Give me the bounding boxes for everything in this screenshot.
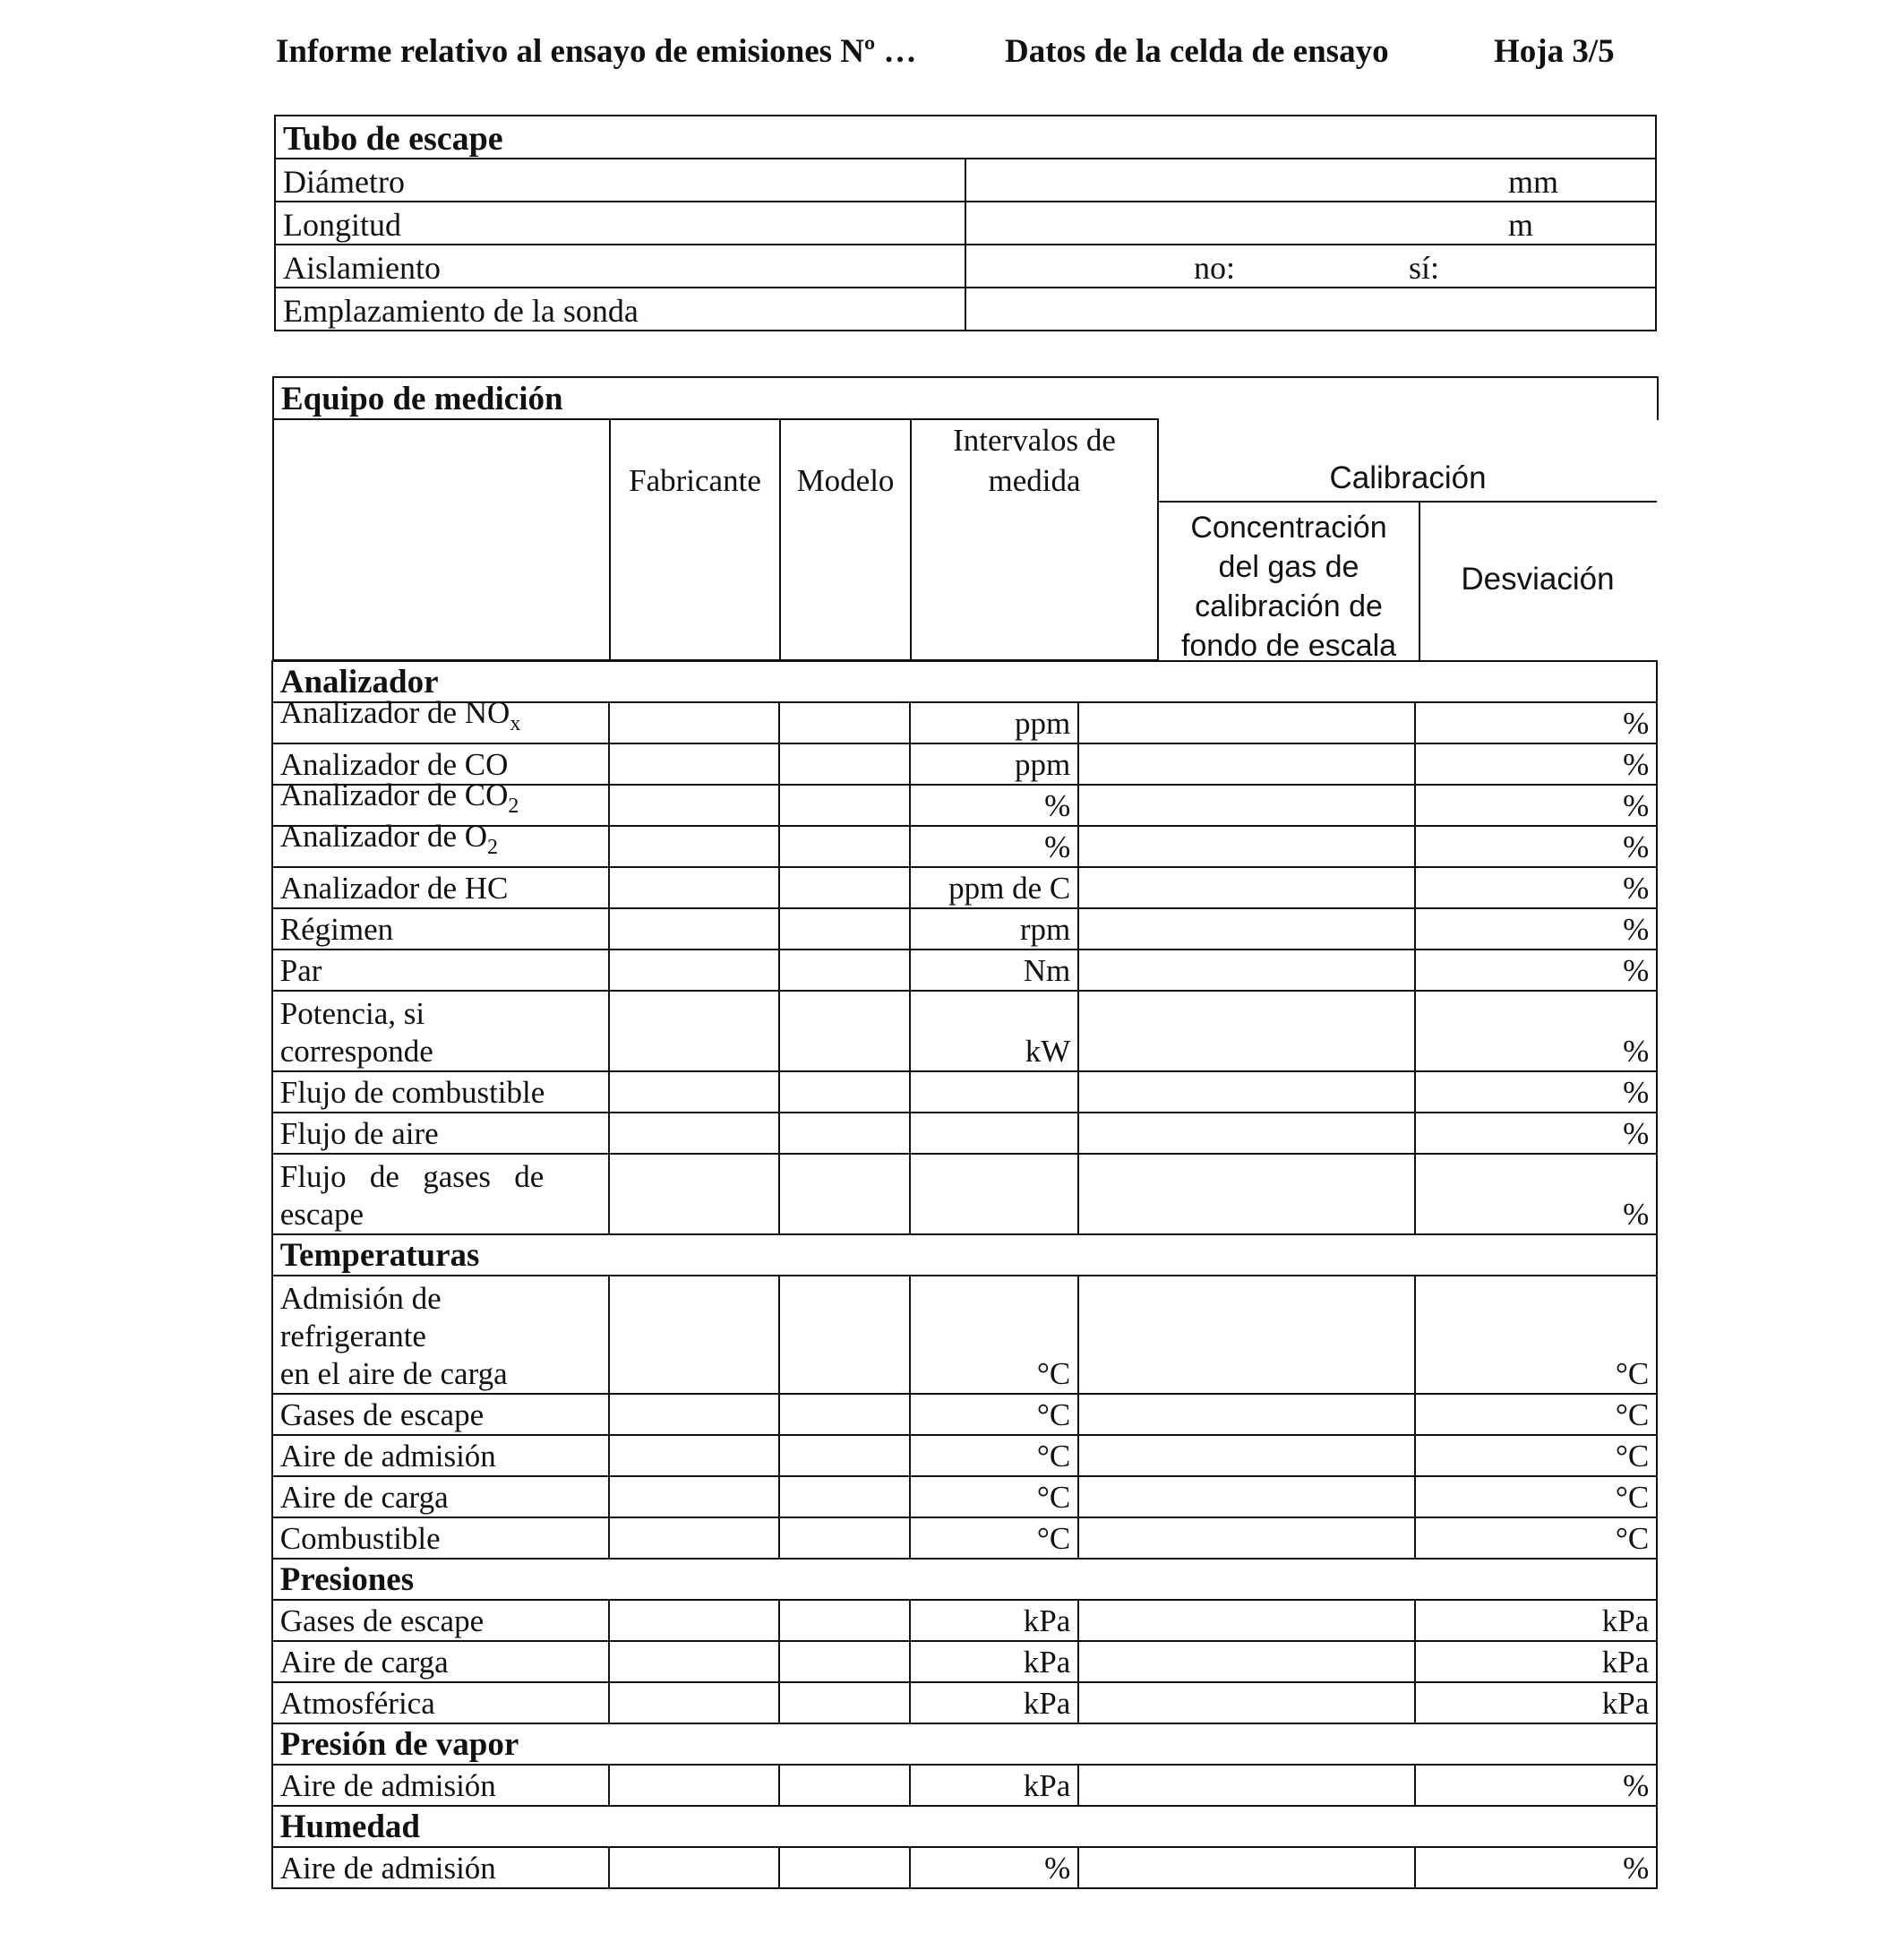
range-cell[interactable]: ppm de C <box>909 866 1080 910</box>
analyser-section-title: Analizador <box>271 660 1659 704</box>
deviation-cell[interactable]: % <box>1414 1846 1659 1890</box>
row-label-text: Aire de admisión <box>279 1851 496 1886</box>
calibration-header: Calibración <box>1329 460 1487 495</box>
range-cell[interactable]: kW <box>909 990 1080 1073</box>
row-label-text: Régimen <box>279 912 394 948</box>
row-label-text: Flujo de combustible <box>279 1075 545 1111</box>
range-cell[interactable]: % <box>909 1846 1080 1890</box>
pressures-section-title: Presiones <box>271 1558 1659 1602</box>
span-gas-cell[interactable] <box>1077 1517 1417 1560</box>
row-label-line: Potencia, si <box>279 996 425 1032</box>
row-label-subscript: 2 <box>487 836 499 860</box>
row-label-line: Admisión de <box>279 1281 442 1317</box>
deviation-cell[interactable]: % <box>1414 1112 1659 1156</box>
manufacturer-cell[interactable] <box>608 1599 781 1643</box>
model-cell[interactable] <box>778 1153 912 1236</box>
deviation-header: Desviación <box>1461 562 1615 597</box>
vapour-pressure-section-title: Presión de vapor <box>271 1723 1659 1766</box>
row-label <box>271 1846 611 1890</box>
manufacturer-cell[interactable] <box>608 784 781 828</box>
row-label <box>271 1640 611 1684</box>
row-label <box>271 1475 611 1519</box>
deviation-cell[interactable]: % <box>1414 949 1659 992</box>
row-label-line: escape <box>279 1197 365 1233</box>
row-label-text: Analizador de CO <box>279 778 509 813</box>
span-gas-cell[interactable] <box>1077 1112 1417 1156</box>
page-number: Hoja 3/5 <box>1494 33 1615 70</box>
manufacturer-cell[interactable] <box>608 1640 781 1684</box>
calibration-header-block <box>1157 418 1657 663</box>
row-label-text: Atmosférica <box>279 1686 435 1722</box>
manufacturer-cell[interactable] <box>608 1475 781 1519</box>
model-cell[interactable] <box>778 1112 912 1156</box>
length-unit: m <box>1508 207 1534 243</box>
diameter-field[interactable] <box>965 159 1656 202</box>
row-label <box>271 1393 611 1437</box>
deviation-cell[interactable]: °C <box>1414 1275 1659 1396</box>
diameter-label: Diámetro <box>275 159 965 202</box>
model-cell[interactable] <box>778 1517 912 1560</box>
insulation-label: Aislamiento <box>275 245 965 288</box>
manufacturer-cell[interactable] <box>608 825 781 869</box>
model-cell[interactable] <box>778 1475 912 1519</box>
manufacturer-cell[interactable] <box>608 1681 781 1725</box>
deviation-cell[interactable]: % <box>1414 825 1659 869</box>
span-gas-cell[interactable] <box>1077 1434 1417 1478</box>
row-label-subscript: 2 <box>508 795 519 819</box>
row-label <box>271 1153 611 1236</box>
deviation-cell[interactable]: % <box>1414 743 1659 786</box>
manufacturer-cell[interactable] <box>608 1434 781 1478</box>
row-label-text: Gases de escape <box>279 1397 485 1433</box>
span-gas-cell[interactable] <box>1077 1070 1417 1114</box>
row-label <box>271 907 611 951</box>
span-gas-cell[interactable] <box>1077 784 1417 828</box>
model-cell[interactable] <box>778 1434 912 1478</box>
model-cell[interactable] <box>778 866 912 910</box>
insulation-no-option[interactable]: no: <box>1194 250 1236 286</box>
range-cell[interactable]: kPa <box>909 1599 1080 1643</box>
range-cell[interactable]: kPa <box>909 1764 1080 1808</box>
model-cell[interactable] <box>778 907 912 951</box>
row-label <box>271 778 611 828</box>
manufacturer-header: Fabricante <box>610 419 780 660</box>
header-blank-cell <box>273 419 610 660</box>
span-gas-cell[interactable] <box>1077 1640 1417 1684</box>
model-cell[interactable] <box>778 1275 912 1396</box>
range-cell[interactable]: % <box>909 825 1080 869</box>
range-cell[interactable]: ppm <box>909 743 1080 786</box>
deviation-cell[interactable]: kPa <box>1414 1599 1659 1643</box>
row-label <box>271 949 611 992</box>
row-label-text: Analizador de CO <box>279 747 509 783</box>
length-field[interactable] <box>965 202 1656 245</box>
model-header: Modelo <box>780 419 911 660</box>
deviation-cell[interactable]: °C <box>1414 1517 1659 1560</box>
manufacturer-cell[interactable] <box>608 907 781 951</box>
row-label-text: Flujo de aire <box>279 1116 439 1152</box>
deviation-cell[interactable]: °C <box>1414 1475 1659 1519</box>
range-cell[interactable]: Nm <box>909 949 1080 992</box>
row-label <box>271 819 611 869</box>
row-label-subscript: x <box>510 712 521 736</box>
model-cell[interactable] <box>778 1846 912 1890</box>
span-gas-cell[interactable] <box>1077 1153 1417 1236</box>
span-gas-cell[interactable] <box>1077 949 1417 992</box>
manufacturer-cell[interactable] <box>608 1393 781 1437</box>
deviation-cell[interactable]: % <box>1414 1153 1659 1236</box>
range-cell[interactable]: rpm <box>909 907 1080 951</box>
row-label <box>271 1599 611 1643</box>
model-cell[interactable] <box>778 1640 912 1684</box>
humidity-section-title: Humedad <box>271 1805 1659 1849</box>
row-label-text: Analizador de O <box>279 819 488 855</box>
manufacturer-cell[interactable] <box>608 1846 781 1890</box>
insulation-field[interactable] <box>965 245 1656 288</box>
manufacturer-cell[interactable] <box>608 1764 781 1808</box>
range-cell[interactable]: kPa <box>909 1681 1080 1725</box>
table-row <box>275 245 1656 288</box>
deviation-cell[interactable]: % <box>1414 1764 1659 1808</box>
model-cell[interactable] <box>778 825 912 869</box>
row-label <box>271 1070 611 1114</box>
table-row <box>275 288 1656 331</box>
range-cell[interactable]: % <box>909 784 1080 828</box>
deviation-cell[interactable]: % <box>1414 701 1659 745</box>
length-label: Longitud <box>275 202 965 245</box>
row-label <box>271 695 611 745</box>
deviation-cell[interactable]: % <box>1414 907 1659 951</box>
section-title: Datos de la celda de ensayo <box>1005 33 1389 70</box>
span-gas-cell[interactable] <box>1077 701 1417 745</box>
row-label <box>271 1275 611 1396</box>
deviation-cell[interactable]: % <box>1414 1070 1659 1114</box>
row-label-text: Combustible <box>279 1521 441 1557</box>
exhaust-pipe-title: Tubo de escape <box>275 116 1656 159</box>
range-cell[interactable]: kPa <box>909 1640 1080 1684</box>
measuring-equipment-title: Equipo de medición <box>273 377 1658 419</box>
row-label <box>271 1434 611 1478</box>
row-label-line: refrigerante <box>279 1319 426 1354</box>
manufacturer-cell[interactable] <box>608 743 781 786</box>
row-label <box>271 1681 611 1725</box>
row-label <box>271 1112 611 1156</box>
manufacturer-cell[interactable] <box>608 866 781 910</box>
deviation-cell[interactable]: % <box>1414 990 1659 1073</box>
model-cell[interactable] <box>778 1393 912 1437</box>
model-cell[interactable] <box>778 1070 912 1114</box>
report-title: Informe relativo al ensayo de emisiones Nº … <box>276 33 917 70</box>
range-header-line1: Intervalos de <box>953 423 1116 458</box>
probe-location-field[interactable] <box>965 288 1656 331</box>
manufacturer-cell[interactable] <box>608 1070 781 1114</box>
model-cell[interactable] <box>778 743 912 786</box>
range-cell[interactable]: °C <box>909 1275 1080 1396</box>
span-gas-cell[interactable] <box>1077 1764 1417 1808</box>
range-cell[interactable] <box>909 1112 1080 1156</box>
row-label-text: Aire de carga <box>279 1480 449 1516</box>
range-cell[interactable] <box>909 1153 1080 1236</box>
probe-location-label: Emplazamiento de la sonda <box>275 288 965 331</box>
model-cell[interactable] <box>778 990 912 1073</box>
row-label <box>271 743 611 786</box>
row-label <box>271 1517 611 1560</box>
row-label-text: Aire de carga <box>279 1645 449 1680</box>
span-gas-cell[interactable] <box>1077 1599 1417 1643</box>
manufacturer-cell[interactable] <box>608 1153 781 1236</box>
deviation-cell[interactable]: kPa <box>1414 1640 1659 1684</box>
row-label-text: Par <box>279 953 322 989</box>
manufacturer-cell[interactable] <box>608 1517 781 1560</box>
manufacturer-cell[interactable] <box>608 701 781 745</box>
manufacturer-cell[interactable] <box>608 949 781 992</box>
row-label <box>271 1764 611 1808</box>
deviation-cell[interactable]: kPa <box>1414 1681 1659 1725</box>
deviation-cell[interactable]: °C <box>1414 1434 1659 1478</box>
model-cell[interactable] <box>778 949 912 992</box>
row-label-text: Aire de admisión <box>279 1439 496 1474</box>
row-label-line: corresponde <box>279 1034 433 1070</box>
table-row <box>275 202 1656 245</box>
range-cell[interactable]: °C <box>909 1475 1080 1519</box>
manufacturer-cell[interactable] <box>608 1112 781 1156</box>
model-cell[interactable] <box>778 701 912 745</box>
deviation-cell[interactable]: °C <box>1414 1393 1659 1437</box>
diameter-unit: mm <box>1508 164 1559 200</box>
row-label-line: Flujo de gases de <box>279 1159 545 1195</box>
model-cell[interactable] <box>778 1764 912 1808</box>
row-label-text: Aire de admisión <box>279 1768 496 1804</box>
model-cell[interactable] <box>778 1599 912 1643</box>
deviation-cell[interactable]: % <box>1414 866 1659 910</box>
table-row <box>275 159 1656 202</box>
row-label-text: Gases de escape <box>279 1603 485 1639</box>
span-gas-header: Concentración del gas de calibración de fondo de escala <box>1180 511 1397 663</box>
range-cell[interactable]: °C <box>909 1517 1080 1560</box>
span-gas-cell[interactable] <box>1077 866 1417 910</box>
span-gas-cell[interactable] <box>1077 1393 1417 1437</box>
span-gas-cell[interactable] <box>1077 907 1417 951</box>
range-cell[interactable]: °C <box>909 1434 1080 1478</box>
row-label-text: Analizador de HC <box>279 871 509 907</box>
row-label-text: Analizador de NO <box>279 695 510 731</box>
model-cell[interactable] <box>778 784 912 828</box>
insulation-yes-option[interactable]: sí: <box>1409 250 1440 286</box>
range-cell[interactable]: ppm <box>909 701 1080 745</box>
temperatures-section-title: Temperaturas <box>271 1233 1659 1277</box>
model-cell[interactable] <box>778 1681 912 1725</box>
range-header-line2: medida <box>988 463 1081 498</box>
deviation-cell[interactable]: % <box>1414 784 1659 828</box>
span-gas-cell[interactable] <box>1077 825 1417 869</box>
span-gas-cell[interactable] <box>1077 1475 1417 1519</box>
row-label <box>271 866 611 910</box>
manufacturer-cell[interactable] <box>608 1275 781 1396</box>
manufacturer-cell[interactable] <box>608 990 781 1073</box>
exhaust-pipe-table <box>274 115 1657 331</box>
range-cell[interactable]: °C <box>909 1393 1080 1437</box>
row-label-line: en el aire de carga <box>279 1356 508 1392</box>
span-gas-cell[interactable] <box>1077 1846 1417 1890</box>
span-gas-cell[interactable] <box>1077 743 1417 786</box>
span-gas-cell[interactable] <box>1077 1681 1417 1725</box>
span-gas-cell[interactable] <box>1077 1275 1417 1396</box>
range-cell[interactable] <box>909 1070 1080 1114</box>
span-gas-cell[interactable] <box>1077 990 1417 1073</box>
row-label <box>271 990 611 1073</box>
